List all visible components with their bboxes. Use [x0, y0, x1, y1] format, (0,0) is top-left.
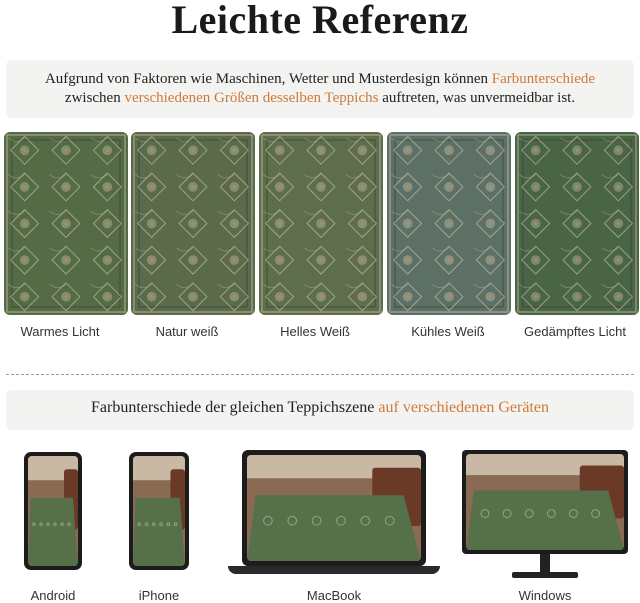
rug-swatch-cool [387, 132, 511, 315]
monitor-stand [512, 572, 578, 578]
devices-banner-accent: auf verschiedenen Geräten [378, 399, 549, 416]
macbook-bezel [242, 450, 426, 566]
macbook-screen [247, 455, 421, 561]
rug-swatches [4, 132, 636, 315]
lighting-label: Helles Weiß [280, 324, 350, 339]
notice-banner [6, 60, 634, 118]
android-screen [28, 456, 78, 566]
dashed-divider [6, 374, 634, 375]
lighting-label: Natur weiß [155, 324, 219, 339]
device-label: Windows [518, 588, 572, 603]
lighting-label: Kühles Weiß [411, 324, 485, 339]
notice-text [6, 60, 634, 108]
notice-accent2: verschiedenen Größen desselben Teppichs [124, 90, 379, 106]
monitor-neck [540, 554, 550, 574]
rug-swatch-natural [131, 132, 255, 315]
iphone [129, 452, 189, 570]
iphone-screen [133, 456, 185, 566]
lighting-label: Gedämpftes Licht [524, 324, 626, 339]
rug-swatch-dim [515, 132, 639, 315]
notice-part1: Aufgrund von Faktoren wie Maschinen, Wetter und Musterdesign können [44, 71, 492, 87]
devices-banner-main: Farbunterschiede der gleichen Teppichszene [91, 399, 379, 416]
page-title: Leichte Referenz [171, 0, 469, 42]
notice-part3: auftreten, was unvermeidbar ist. [378, 90, 576, 106]
android-phone [24, 452, 82, 570]
device-label: Android [30, 588, 76, 603]
monitor-screen [466, 454, 624, 550]
notice-part2: zwischen [64, 90, 125, 106]
monitor-bezel [462, 450, 628, 554]
devices-banner [6, 390, 634, 430]
macbook-base [228, 566, 440, 574]
device-label: MacBook [306, 588, 362, 603]
notice-accent1: Farbunterschiede [491, 71, 596, 87]
rug-swatch-warm [4, 132, 128, 315]
windows-monitor [462, 450, 628, 582]
macbook [228, 450, 440, 576]
lighting-label: Warmes Licht [20, 324, 100, 339]
devices-banner-text [6, 390, 634, 417]
rug-swatch-bright [259, 132, 383, 315]
device-label: iPhone [138, 588, 180, 603]
